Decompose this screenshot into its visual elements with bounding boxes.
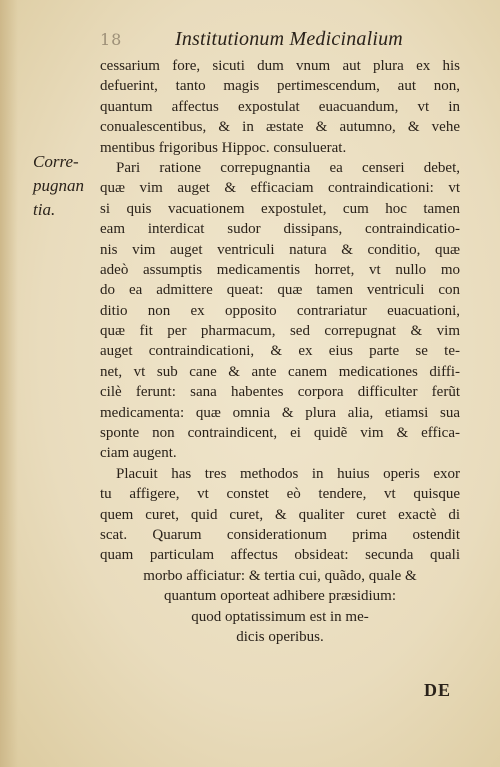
text-line: net, vt sub cane & ante canem medicationes diffi- xyxy=(100,363,460,380)
text-line: do ea admittere queat: quæ tamen ventriculi con xyxy=(100,282,460,299)
text-line: ciam augent. xyxy=(100,445,177,462)
running-head: Institutionum Medicinalium xyxy=(175,28,403,50)
text-line: nis vim auget ventriculi natura & conditio, quæ xyxy=(100,241,460,258)
text-line: eam interdicat sudor dissipans, contraindicatio- xyxy=(100,221,460,238)
page-gutter-shadow xyxy=(0,0,18,767)
text-line: quem curet, quid curet, & qualiter curet exactè di xyxy=(100,506,460,523)
marginal-note-line: tia. xyxy=(33,200,56,219)
text-line: scat. Quarum considerationum prima ostendit xyxy=(100,526,460,543)
text-line: ditio non ex opposito contrariatur euacuationi, xyxy=(100,302,460,319)
marginal-note-line: pugnan xyxy=(33,176,84,195)
page-number: 18 xyxy=(100,30,123,49)
catchword: DE xyxy=(424,680,452,700)
text-line: quod optatissimum est in me- xyxy=(191,608,369,625)
text-line: dicis operibus. xyxy=(236,628,324,645)
text-line: quantum affectus expostulat euacuandum, vt in xyxy=(100,98,460,115)
text-line: sponte non contraindicent, ei quidẽ vim & effica- xyxy=(100,425,460,442)
body-text xyxy=(100,56,460,647)
text-line: morbo afficiatur: & tertia cui, quãdo, quale & xyxy=(143,567,417,584)
text-line: Pari ratione correpugnantia ea censeri debet, xyxy=(116,159,460,176)
text-line: defuerint, tanto magis pertimescendum, aut non, xyxy=(100,78,460,95)
marginal-note xyxy=(33,150,95,222)
text-line: medicamenta: quæ omnia & plura alia, etiamsi sua xyxy=(100,404,460,421)
text-line: quantum oporteat adhibere præsidium: xyxy=(163,588,397,605)
text-line: quæ fit per pharmacum, sed correpugnat & vim xyxy=(100,323,460,340)
text-line: Placuit has tres methodos in huius operis exor xyxy=(116,465,460,482)
text-line: quæ vim auget & efficaciam contraindicationi: vt xyxy=(100,180,460,197)
marginal-note-line: Corre- xyxy=(33,152,79,171)
text-line: mentibus frigoribus Hippoc. consuluerat. xyxy=(100,139,347,156)
text-line: cilè ferunt: sana habentes corpora difficulter ferũt xyxy=(100,384,460,401)
text-line: si quis vacuationem expostulet, cum hoc tamen xyxy=(100,200,460,217)
text-line: cessarium fore, sicuti dum vnum aut plura ex his xyxy=(100,58,460,74)
text-line: auget contraindicationi, & ex eius parte se te- xyxy=(100,343,460,360)
text-line: adeò assumptis medicamentis horret, vt nullo mo xyxy=(100,261,460,278)
text-line: quam particulam affectus obsideat: secunda quali xyxy=(100,547,460,564)
text-line: tu affigere, vt constet eò tendere, vt quisque xyxy=(100,486,460,503)
text-line: conualescentibus, & in æstate & autumno, & vehe xyxy=(100,119,460,136)
